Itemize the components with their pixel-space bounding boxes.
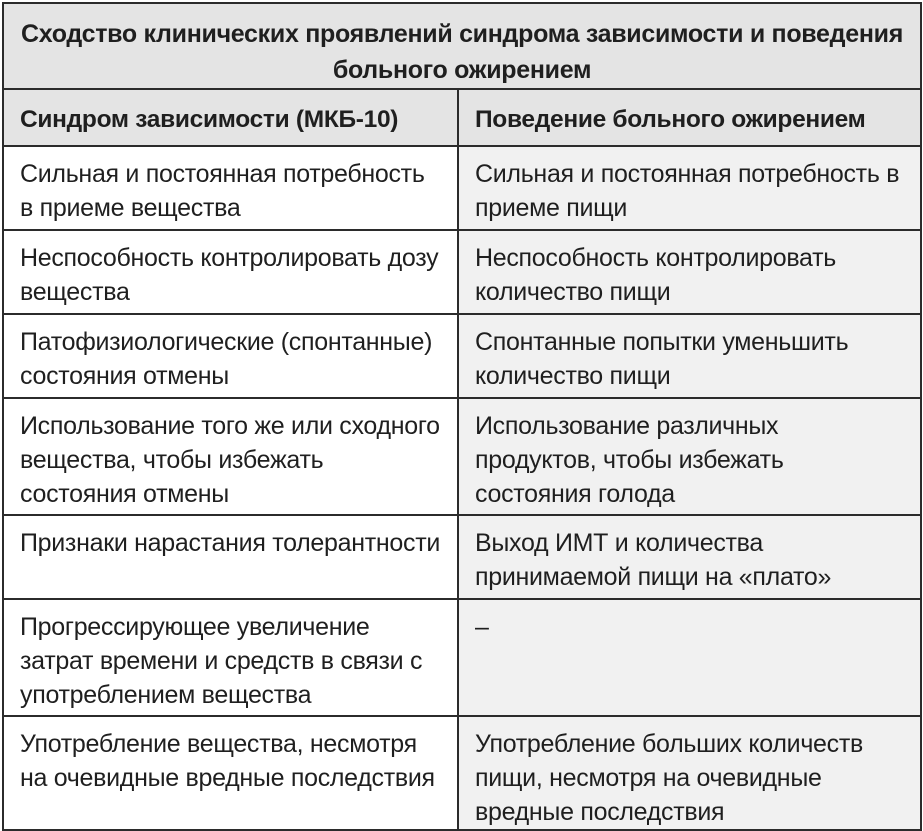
table-cell: Использование того же или сходного вещества, чтобы избежать состояния отмены [3,398,458,515]
table-cell: Патофизиологические (спонтанные) состояния отмены [3,314,458,398]
table-title: Сходство клинических проявлений синдрома зависимости и поведения больного ожирением [3,3,921,89]
table-cell: – [458,599,921,716]
table-cell: Неспособность контролировать количество пищи [458,230,921,314]
table-cell: Употребление больших количеств пищи, несмотря на очевидные вредные последствия [458,716,921,830]
table-row [3,599,921,716]
table-row [3,398,921,515]
table-row [3,515,921,599]
table-cell: Сильная и постоянная потребность в приеме вещества [3,146,458,230]
title-row [3,3,921,89]
comparison-table [2,2,922,831]
table-cell: Прогрессирующее увеличение затрат времени и средств в связи с употреблением вещества [3,599,458,716]
table-row [3,716,921,830]
table-cell: Признаки нарастания толерантности [3,515,458,599]
table-row [3,146,921,230]
table-cell: Спонтанные попытки уменьшить количество пищи [458,314,921,398]
column-header-dependence-syndrome: Синдром зависимости (МКБ-10) [3,89,458,146]
table-row [3,230,921,314]
table-cell: Использование различных продуктов, чтобы избежать состояния голода [458,398,921,515]
table-cell: Неспособность контролировать дозу вещества [3,230,458,314]
header-row [3,89,921,146]
table-cell: Сильная и постоянная потребность в приеме пищи [458,146,921,230]
column-header-obesity-behavior: Поведение больного ожирением [458,89,921,146]
table-row [3,314,921,398]
table-cell: Употребление вещества, несмотря на очевидные вредные последствия [3,716,458,830]
table-cell: Выход ИМТ и количества принимаемой пищи на «плато» [458,515,921,599]
